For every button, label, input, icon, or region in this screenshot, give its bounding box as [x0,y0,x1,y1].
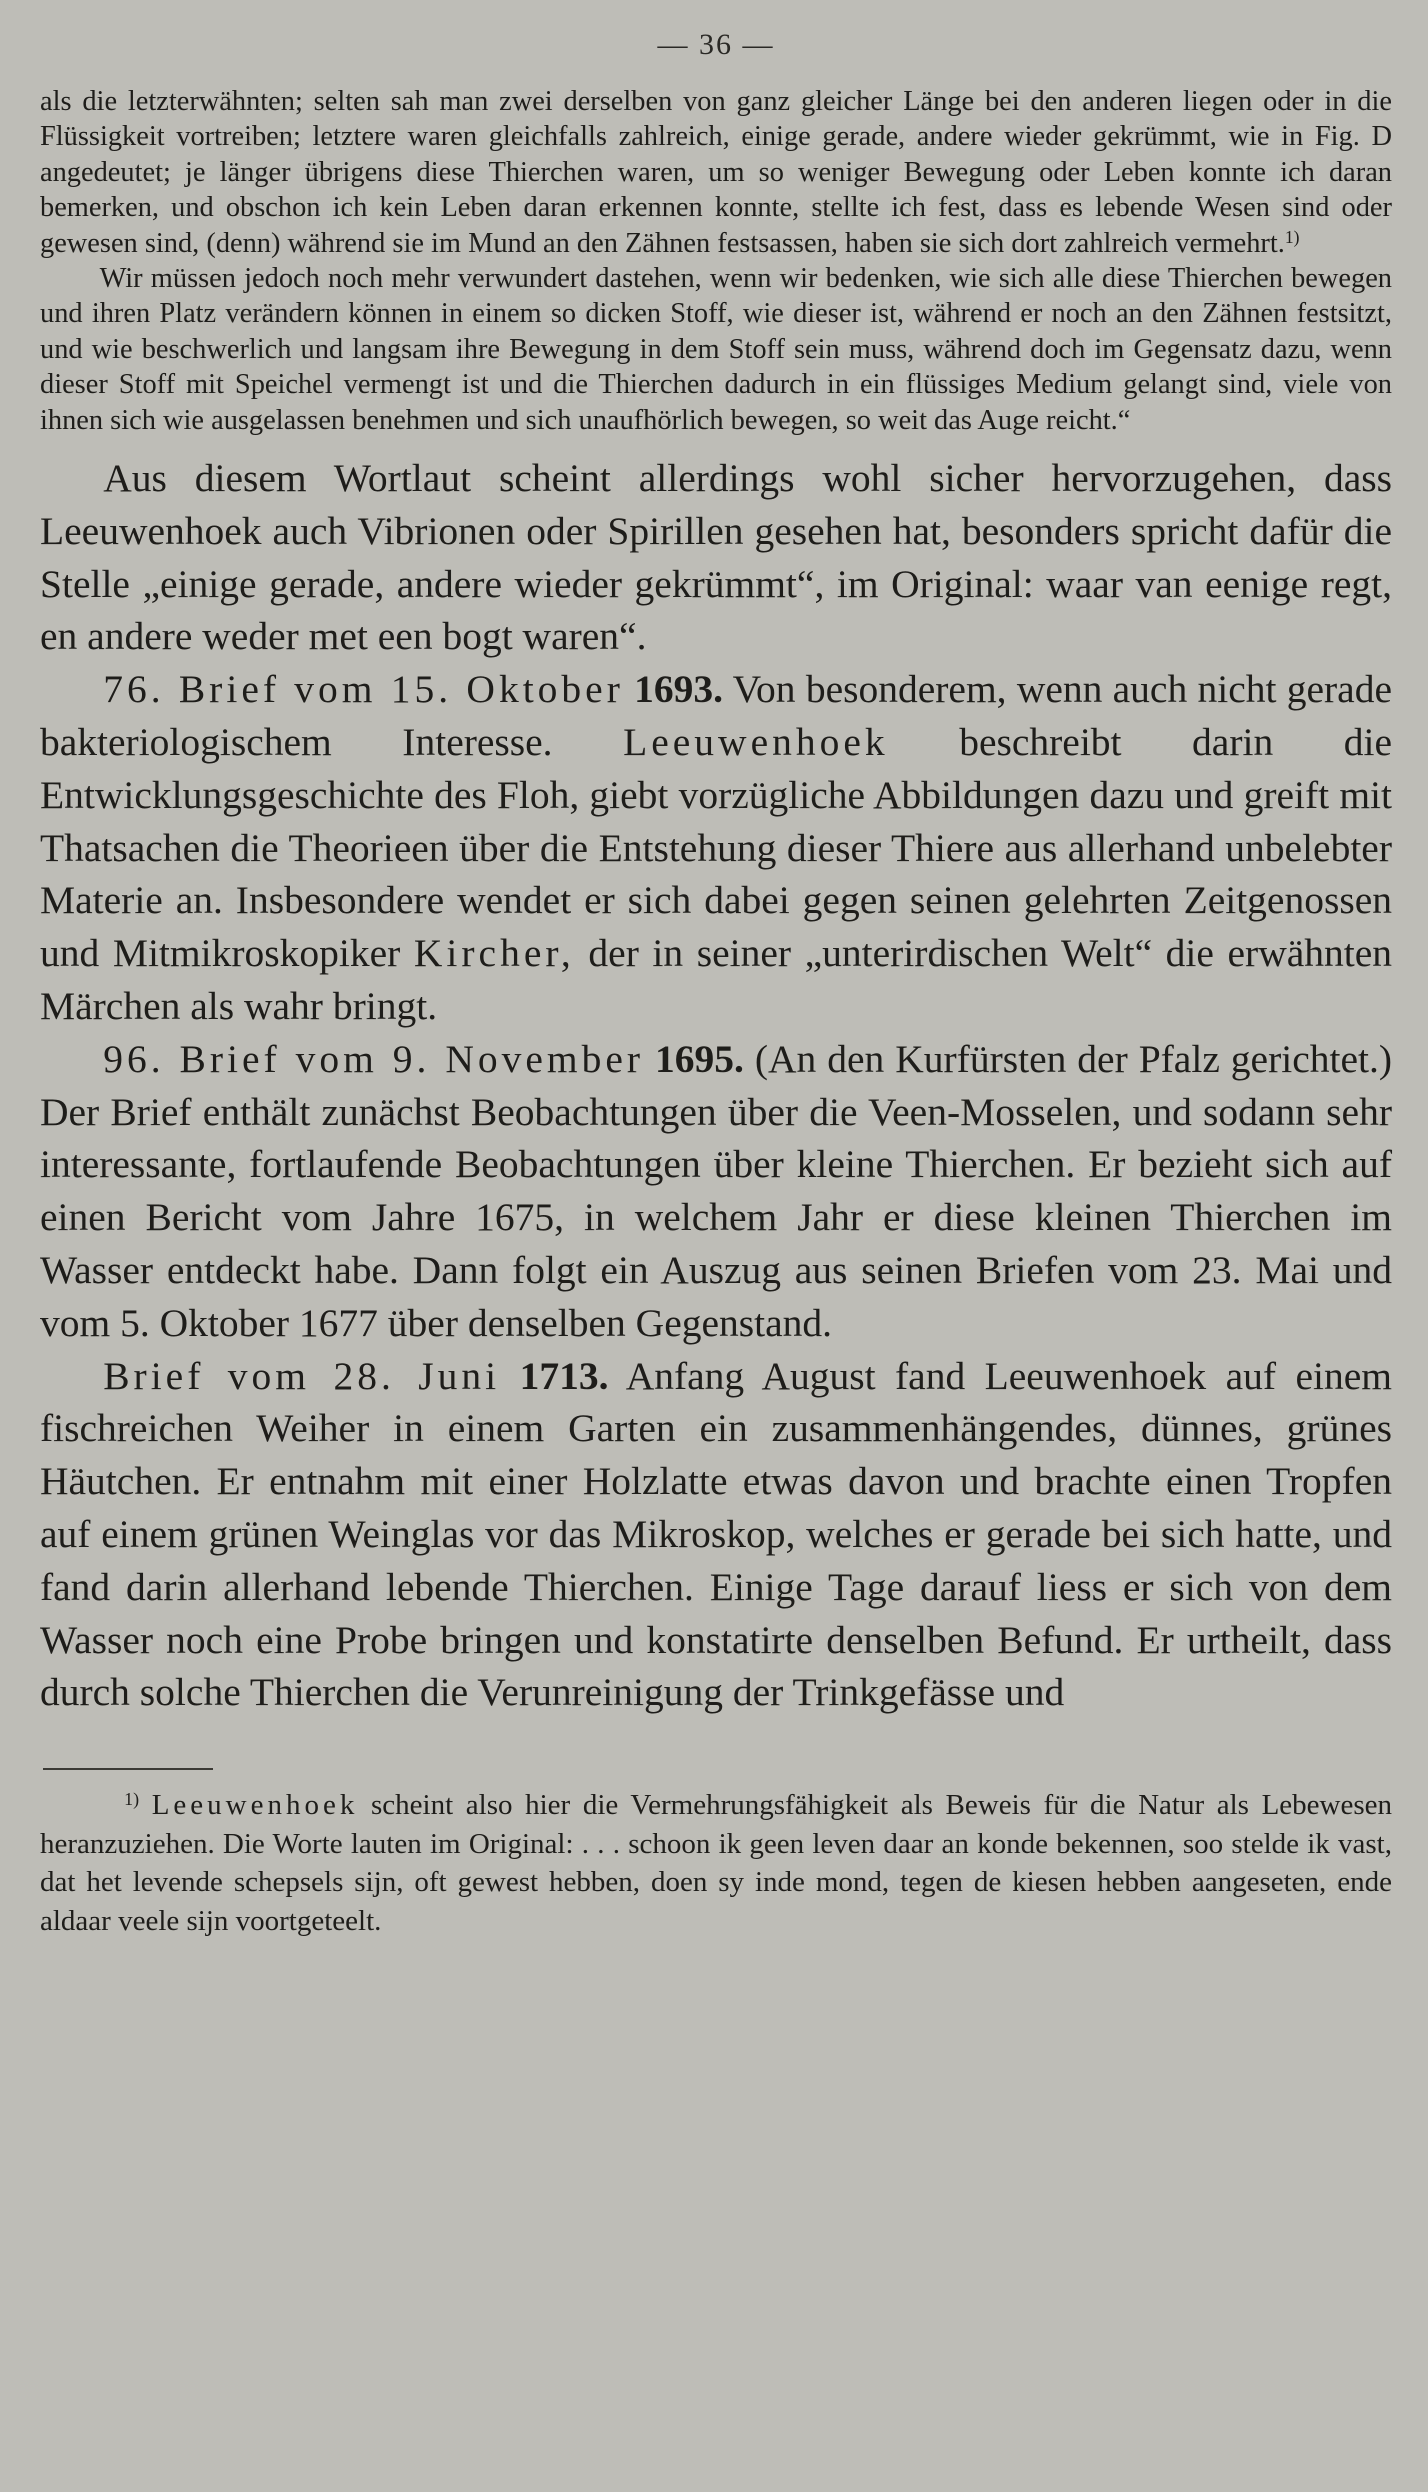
main-text [40,452,1392,1719]
footnote-divider [43,1768,213,1770]
paragraph-brief-76: 76. Brief vom 15. Oktober 1693. Von besonderem, wenn auch nicht gerade bakteriologischem Interesse. Leeuwenhoek beschreibt darin die Entwicklungsgeschichte des Floh, giebt vorzügliche Abbildungen dazu und greift mit Thatsachen die Theorieen über die Entstehung dieser Thiere aus allerhand unbelebter Materie an. Insbesondere wendet er sich dabei gegen seinen gelehrten Zeitgenossen und Mitmikroskopiker Kircher, der in seiner „unterirdischen Welt“ die erwähnten Märchen als wahr bringt. [40,667,1393,1029]
author-name: Leeuwenhoek [623,720,889,765]
page-number: — 36 — [657,28,775,61]
footnote-reference: 1) [1284,226,1300,247]
paragraph-wortlaut: Aus diesem Wortlaut scheint allerdings wohl sicher hervorzugehen, dass Leeuwenhoek auch Vibrionen oder Spirillen gesehen hat, besonders spricht dafür die Stelle „einige gerade, andere wieder gekrümmt“, im Original: waar van eenige regt, en andere weder met een bogt waren“. [40,456,1392,659]
quote-paragraph-2: Wir müssen jedoch noch mehr verwundert dastehen, wenn wir bedenken, wie sich alle diese Thierchen bewegen und ihren Platz verändern können in einem so dicken Stoff, wie dieser ist, während er noch an den Zähnen festsitzt, und wie beschwerlich und langsam ihre Bewegung in dem Stoff sein muss, während doch im Gegensatz dazu, wenn dieser Stoff mit Speichel vermengt ist und die Thierchen dadurch in ein flüssiges Medium gelangt sind, viele von ihnen sich wie ausgelassen benehmen und sich unaufhörlich bewegen, so weit das Auge reicht.“ [40,263,1392,436]
letter-label: 96. Brief vom 9. November [103,1036,645,1081]
footnote-marker: 1) [124,1789,140,1810]
quote-paragraph-1: als die letzterwähnten; selten sah man zwei derselben von ganz gleicher Länge bei den anderen liegen oder in die Flüssigkeit vortreiben; letztere waren gleichfalls zahlreich, einige gerade, andere wieder gekrümmt, wie in Fig. D angedeutet; je länger übrigens diese Thierchen waren, um so weniger Bewegung oder Leben konnte ich daran bemerken, und obschon ich kein Leben daran erkennen konnte, stellte ich fest, dass es lebende Wesen sind oder gewesen sind, (denn) während sie im Mund an den Zähnen festsassen, haben sie sich dort zahlreich vermehrt.$^{1)}$ [40,86,1392,259]
letter-label: 76. Brief vom 15. Oktober [103,667,624,712]
footnotes [40,1786,1392,1940]
letter-year: 1693. [634,667,724,712]
paragraph-brief-96: 96. Brief vom 9. November 1695. (An den Kurfürsten der Pfalz gerichtet.) Der Brief enthält zunächst Beobachtungen über die Veen-Mosselen, und sodann sehr interessante, fortlaufende Beobachtungen über kleine Thierchen. Er bezieht sich auf einen Bericht vom Jahre 1675, in welchem Jahr er diese kleinen Thierchen im Wasser entdeckt habe. Dann folgt ein Auszug aus seinen Briefen vom 23. Mai und vom 5. Oktober 1677 über denselben Gegenstand. [40,1036,1393,1345]
quoted-passage [40,84,1392,438]
person-name: Kircher, [413,931,575,976]
paragraph-brief-1713: Brief vom 28. Juni 1713. Anfang August fand Leeuwenhoek auf einem fischreichen Weiher in einem Garten ein zusammenhängendes, dünnes, grünes Häutchen. Er entnahm mit einer Holzlatte etwas davon und brachte einen Tropfen auf einem grünen Weinglas vor das Mikroskop, welches er gerade bei sich hatte, und fand darin allerhand lebende Thierchen. Einige Tage darauf liess er sich von dem Wasser noch eine Probe bringen und konstatirte denselben Befund. Er urtheilt, dass durch solche Thierchen die Verunreinigung der Trinkgefässe und [40,1353,1392,1715]
author-name: Leeuwenhoek [151,1789,359,1822]
letter-year: 1695. [655,1036,744,1081]
footnote-1: $^{1)}$ Leeuwenhoek scheint also hier die Vermehrungsfähigkeit als Beweis für die Natur als Lebewesen heranzuziehen. Die Worte lauten im Original: . . . schoon ik geen leven daar an konde bekennen, soo stelde ik vast, dat het levende schepsels sijn, oft gewest hebben, doen sy inde mond, tegen de kiesen hebben aangeseten, ende aldaar veele sijn voortgeteelt. [40,1789,1393,1937]
letter-year: 1713. [519,1353,609,1398]
letter-label: Brief vom 28. Juni [103,1353,501,1398]
